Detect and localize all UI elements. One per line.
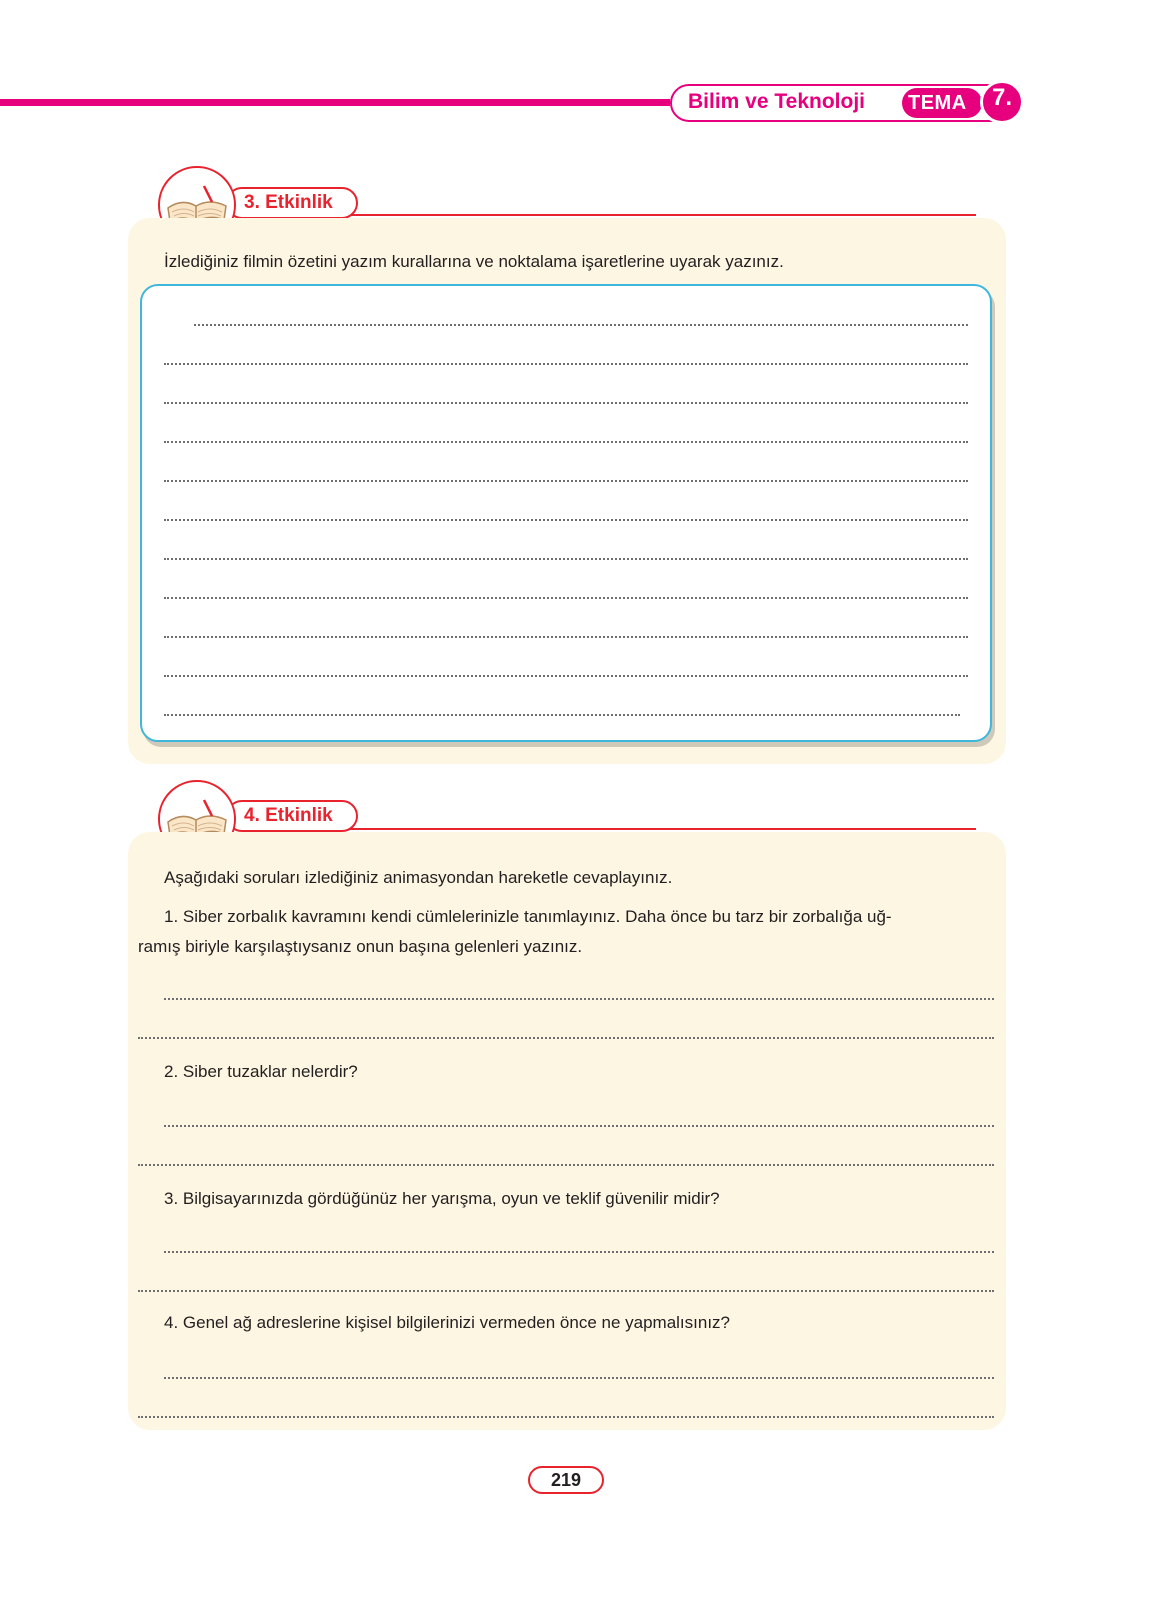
theme-title: Bilim ve Teknoloji	[688, 90, 865, 113]
writing-line	[164, 675, 968, 677]
activity3-instruction: İzlediğiniz filmin özetini yazım kurallarına ve noktalama işaretlerine uyarak yazınız.	[164, 252, 784, 271]
writing-line	[164, 480, 968, 482]
answer-line-q1[interactable]	[138, 1037, 994, 1039]
activity4-title: 4. Etkinlik	[244, 805, 333, 826]
writing-line	[164, 636, 968, 638]
activity4-instruction: Aşağıdaki soruları izlediğiniz animasyondan hareketle cevaplayınız.	[164, 868, 673, 887]
writing-line	[164, 363, 968, 365]
writing-line	[194, 324, 968, 326]
question-2: 2. Siber tuzaklar nelerdir?	[164, 1062, 358, 1081]
question-4: 4. Genel ağ adreslerine kişisel bilgilerinizi vermeden önce ne yapmalısınız?	[164, 1313, 731, 1332]
answer-line-q3[interactable]	[164, 1251, 994, 1253]
answer-line-q2[interactable]	[138, 1164, 994, 1166]
tema-label: TEMA	[908, 92, 967, 114]
activity3-title: 3. Etkinlik	[244, 192, 333, 213]
answer-line-q4[interactable]	[164, 1377, 994, 1379]
header-bar	[0, 99, 670, 106]
summary-writing-box[interactable]	[140, 284, 992, 742]
writing-line	[164, 519, 968, 521]
answer-line-q2[interactable]	[164, 1125, 994, 1127]
writing-line	[164, 441, 968, 443]
page-number: 219	[528, 1466, 604, 1494]
writing-line	[164, 402, 968, 404]
question-3: 3. Bilgisayarınızda gördüğünüz her yarışma, oyun ve teklif güvenilir midir?	[164, 1189, 720, 1208]
writing-line	[164, 597, 968, 599]
writing-line	[164, 558, 968, 560]
answer-line-q4[interactable]	[138, 1416, 994, 1418]
question-1-line1: 1. Siber zorbalık kavramını kendi cümlelerinizle tanımlayınız. Daha önce bu tarz bir zorbalığa uğ-	[164, 907, 892, 926]
tema-number: 7.	[991, 84, 1012, 111]
answer-line-q3[interactable]	[138, 1290, 994, 1292]
answer-line-q1[interactable]	[164, 998, 994, 1000]
question-1-line2: ramış biriyle karşılaştıysanız onun başına gelenleri yazınız.	[138, 937, 583, 956]
writing-line	[164, 714, 960, 716]
